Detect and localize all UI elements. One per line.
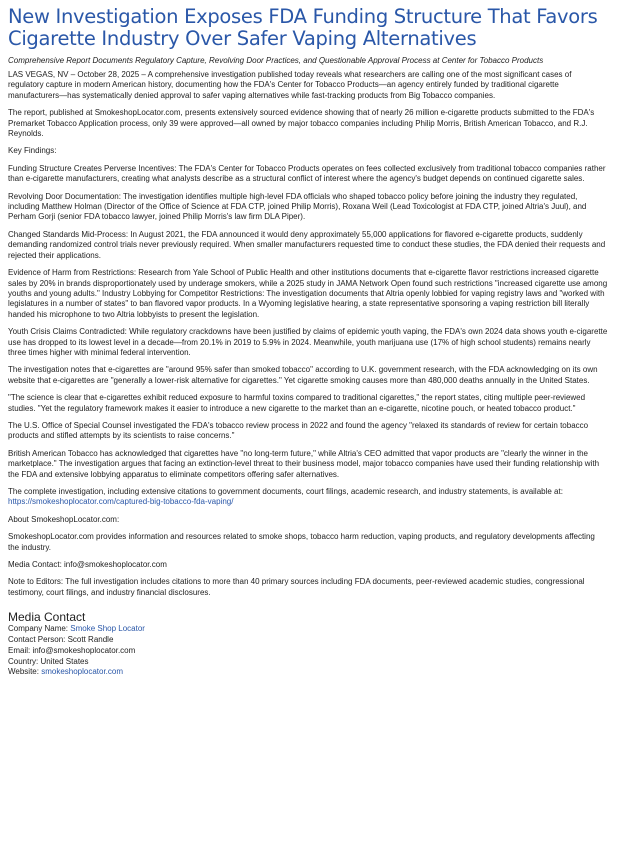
article-body bbox=[8, 70, 608, 598]
article-subtitle: Comprehensive Report Documents Regulatory Capture, Revolving Door Practices, and Questionable Approval Process at Center for Tobacco Products bbox=[8, 56, 544, 65]
finding-revolving-door: Revolving Door Documentation: The investigation identifies multiple high-level FDA officials who shaped tobacco policy before joining the industry they regulated, including Matthew Holman (Director of the Office of Science at FDA CTP, joined Philip Morris), Roxana Weil (Lead Toxicologist at FDA CTP, joined Altria's Juul), and Perham Gorji (senior FDA tobacco lawyer, joined Philip Morris's law firm DLA Piper). bbox=[8, 191, 587, 222]
media-contact-heading: Media Contact bbox=[8, 610, 86, 625]
media-contact-line: Media Contact: info@smokeshoplocator.com bbox=[8, 560, 167, 570]
article-title: New Investigation Exposes FDA Funding Structure That Favors Cigarette Industry Over Safer Vaping Alternatives bbox=[8, 5, 598, 50]
availability-text: The complete investigation, including extensive citations to government documents, court filings, academic research, and industry statements, is available at: bbox=[8, 487, 563, 496]
company-label: Company Name: bbox=[8, 624, 71, 634]
paragraph-bat-acknowledgment: British American Tobacco has acknowledged that cigarettes have "no long-term future," while Altria's CEO admitted that vapor products are "clearly the winner in the marketplace." The investigation argues that facing an extinction-level threat to their business model, major tobacco companies have used their funding relationship with the FDA and extensive lobbying apparatus to eliminate competitors offering safer alternatives. bbox=[8, 448, 600, 479]
finding-evidence-of-harm: Evidence of Harm from Restrictions: Research from Yale School of Public Health and other institutions documents that e-cigarette flavor restrictions increased cigarette sales by 20% in brands disproportionately used by underage smokers, while a 2025 study in JAMA Network Open found such restrictions "increased cigarette use among youths and young adults." Industry Lobbying for Competitor Restrictions: The investigation documents that Altria openly lobbied for vaping registry laws and "worked with legislatures in a number of states" to ban flavored vapor products. In a Wyoming legislative hearing, a state representative sponsoring a vaping restriction bill literally handed his microphone to two Altria lobbyists to present the legislation. bbox=[8, 268, 608, 319]
website-label: Website: bbox=[8, 667, 42, 677]
about-text: SmokeshopLocator.com provides information and resources related to smoke shops, tobacco harm reduction, vaping products, and regulatory developments affecting the industry. bbox=[8, 532, 595, 552]
paragraph-availability bbox=[8, 487, 608, 508]
contact-country: Country: United States bbox=[8, 656, 89, 666]
finding-youth-crisis: Youth Crisis Claims Contradicted: While regulatory crackdowns have been justified by claims of epidemic youth vaping, the FDA's own 2024 data shows youth e-cigarette use has dropped to its lowest level in a decade—from 20.1% in 2019 to 5.9% in 2024. Meanwhile, youth marijuana use (17% of high school students) remains nearly three times higher with minimal federal intervention. bbox=[8, 327, 608, 357]
about-heading: About SmokeshopLocator.com: bbox=[8, 514, 120, 524]
finding-funding-structure: Funding Structure Creates Perverse Incentives: The FDA's Center for Tobacco Products operates on fees collected exclusively from traditional tobacco companies rather than e-cigarette manufacturers, creating what analysts describe as a structural conflict of interest where the agency's budget depends on continued cigarette sales. bbox=[8, 163, 606, 184]
contact-person: Contact Person: Scott Randle bbox=[8, 635, 114, 645]
investigation-link[interactable]: https://smokeshoplocator.com/captured-big-tobacco-fda-vaping/ bbox=[8, 497, 234, 507]
website bbox=[8, 667, 608, 678]
paragraph-special-counsel: The U.S. Office of Special Counsel investigated the FDA's tobacco review process in 2022 and found the agency "relaxed its standards of review for certain tobacco products and stifled attempts by its scientists to raise concerns." bbox=[8, 420, 589, 441]
media-contact-block bbox=[8, 610, 608, 678]
note-to-editors: Note to Editors: The full investigation includes citations to more than 40 primary sources including FDA documents, peer-reviewed academic studies, congressional testimony, court filings, and industry financial disclosures. bbox=[8, 577, 585, 597]
website-link[interactable]: smokeshoplocator.com bbox=[41, 667, 124, 677]
key-findings-heading: Key Findings: bbox=[8, 146, 57, 156]
paragraph-safety-notes: The investigation notes that e-cigarettes are "around 95% safer than smoked tobacco" according to U.K. government research, with the FDA acknowledging on its own website that e-cigarettes are "generally a lower-risk alternative for cigarettes." Yet cigarette smoking causes more than 480,000 deaths annually in the United States. bbox=[8, 365, 598, 385]
finding-changed-standards: Changed Standards Mid-Process: In August 2021, the FDA announced it would deny approximately 55,000 applications for flavored e-cigarette products, suddenly demanding randomized control trials never previously required. When smaller manufacturers requested time to conduct these studies, the FDA denied their requests and rejected their applications. bbox=[8, 229, 606, 260]
paragraph-dateline: LAS VEGAS, NV – October 28, 2025 – A comprehensive investigation published today reveals what researchers are calling one of the most significant cases of regulatory capture in modern American history, documenting how the FDA's Center for Tobacco Products—an agency entirely funded by traditional cigarette manufacturers—has systematically denied approval to safer vaping alternatives while fast-tracking products from Big Tobacco companies. bbox=[8, 70, 572, 100]
paragraph-report-summary: The report, published at SmokeshopLocator.com, presents extensively sourced evidence showing that of nearly 26 million e-cigarette products submitted to the FDA's Premarket Tobacco Application process, only 39 were approved—all owned by major tobacco companies including Philip Morris, British American Tobacco, and R.J. Reynolds. bbox=[8, 108, 595, 139]
company-name bbox=[8, 624, 608, 635]
paragraph-science-quote: "The science is clear that e-cigarettes exhibit reduced exposure to harmful toxins compared to traditional cigarettes," the report states, citing multiple peer-reviewed studies. "Yet the regulatory framework makes it easier to introduce a new cigarette to the market than an e-cigarette, nicotine pouch, or heated tobacco product." bbox=[8, 393, 586, 413]
company-link[interactable]: Smoke Shop Locator bbox=[70, 624, 145, 634]
contact-email: Email: info@smokeshoplocator.com bbox=[8, 645, 136, 655]
